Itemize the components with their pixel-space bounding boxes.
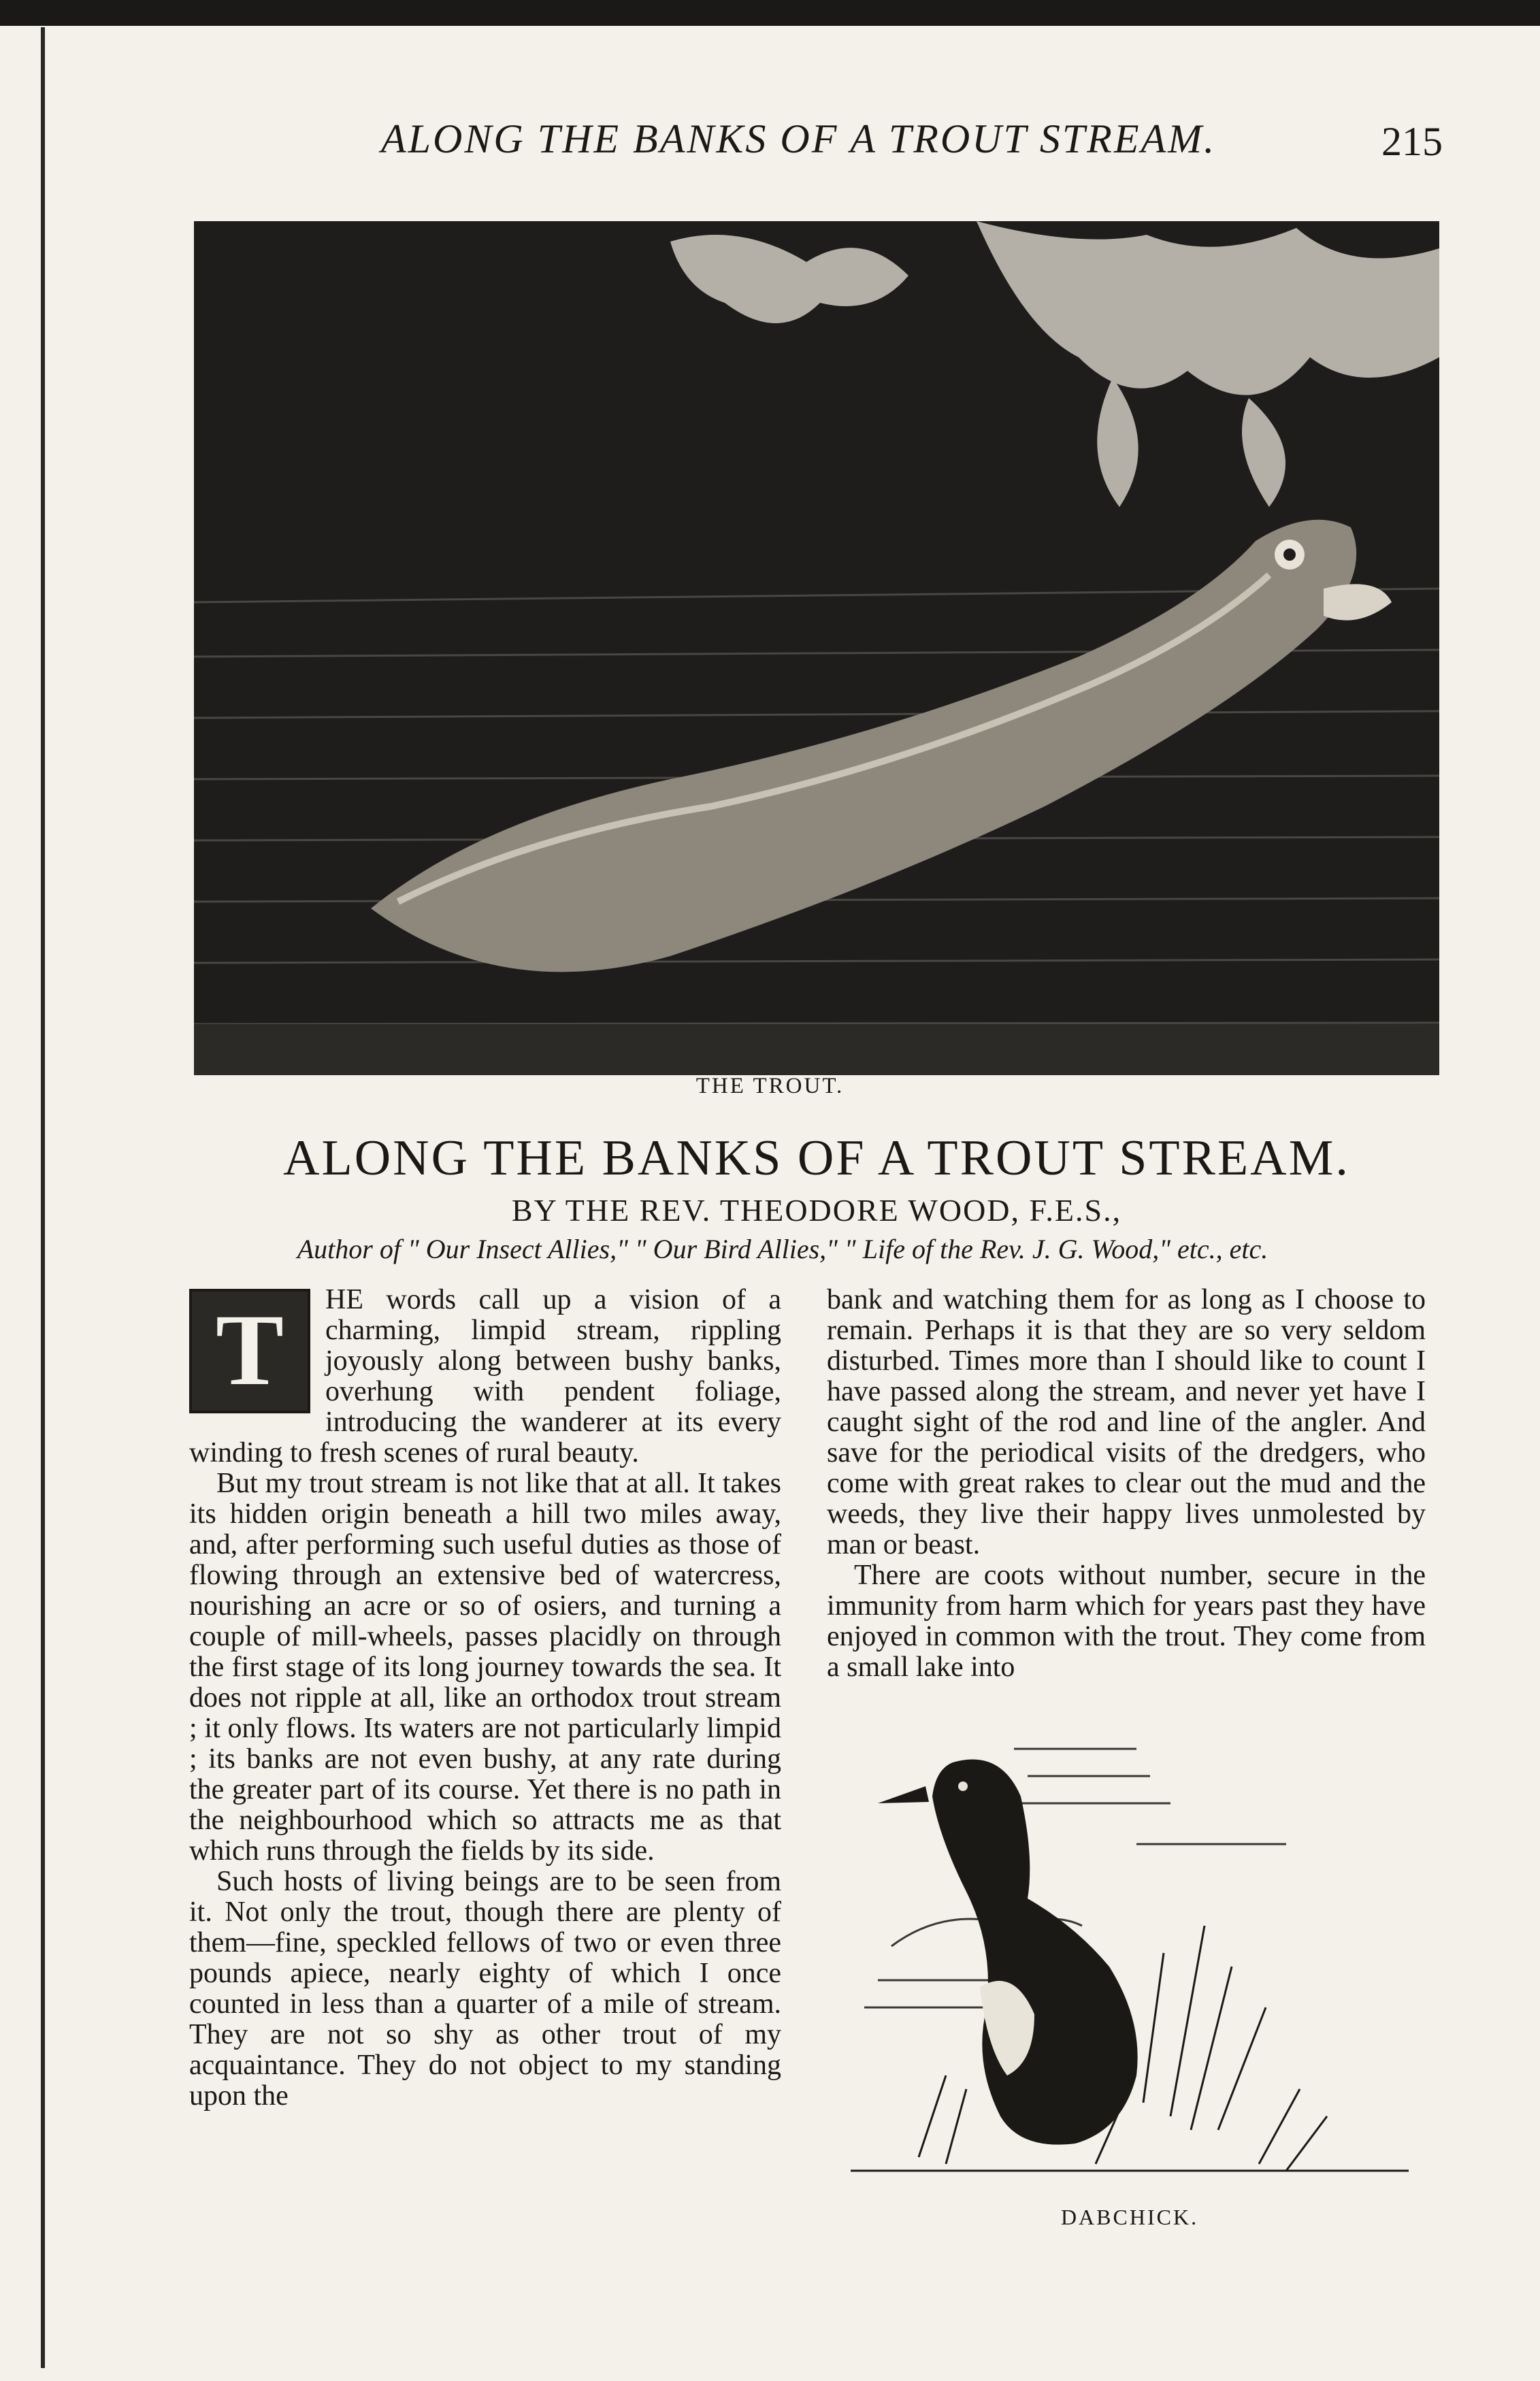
paragraph: But my trout stream is not like that at all. It takes its hidden origin beneath a hill two miles away, and, after performing such useful duties as those of flowing through an extensive bed of watercress, nourishing an acre or so of osiers, and turning a couple of mill-wheels, passes placidly on through the first stage of its long journey towards the sea. It does not ripple at all, like an orthodox trout stream ; it only flows. Its waters are not particularly limpid ; its banks are not even bushy, at any rate during the greater part of its course. Yet there is no path in the neighbourhood which so attracts me as that which runs through the fields by its side. xyxy=(189,1468,781,1867)
dropcap-letter: T xyxy=(189,1289,310,1413)
trout-illustration xyxy=(194,221,1439,1075)
right-column xyxy=(827,1285,1426,1683)
page-top-border xyxy=(0,0,1540,26)
running-head: ALONG THE BANKS OF A TROUT STREAM. xyxy=(381,116,1217,161)
left-column xyxy=(189,1285,781,2112)
author-note: Author of " Our Insect Allies," " Our Bird Allies," " Life of the Rev. J. G. Wood," etc., etc. xyxy=(297,1234,1268,1264)
paragraph: HE words call up a vision of a charming, limpid stream, rippling joyously along between bushy banks, overhung with pendent foliage, introducing the wanderer at its every winding to fresh scenes of rural beauty. xyxy=(189,1284,781,1468)
page-header xyxy=(381,116,1443,191)
dabchick-illustration xyxy=(851,1722,1409,2184)
paragraph: bank and watching them for as long as I choose to remain. Perhaps it is that they are so very seldom disturbed. Times more than I should like to count I have passed along the stream, and never yet have I caught sight of the rod and line of the angler. And save for the periodical visits of the dredgers, who come with great rakes to clear out the mud and the weeds, they live their happy lives unmolested by man or beast. xyxy=(827,1284,1426,1560)
page-left-border xyxy=(41,27,45,2368)
trout-caption: THE TROUT. xyxy=(695,1074,845,1098)
article-byline: BY THE REV. THEODORE WOOD, F.E.S., xyxy=(511,1193,1122,1228)
page-number: 215 xyxy=(1381,119,1443,164)
paragraph: Such hosts of living beings are to be seen from it. Not only the trout, though there are plenty of them—fine, speckled fellows of two or even three pounds apiece, nearly eighty of which I once counted in less than a quarter of a mile of stream. They are not so shy as other trout of my acquaintance. They do not object to my standing upon the xyxy=(189,1866,781,2112)
article-title: ALONG THE BANKS OF A TROUT STREAM. xyxy=(283,1130,1350,1186)
dabchick-caption: DABCHICK. xyxy=(1060,2205,1199,2229)
paragraph: There are coots without number, secure in the immunity from harm which for years past they have enjoyed in common with the trout. They come from a small lake into xyxy=(827,1560,1426,1683)
